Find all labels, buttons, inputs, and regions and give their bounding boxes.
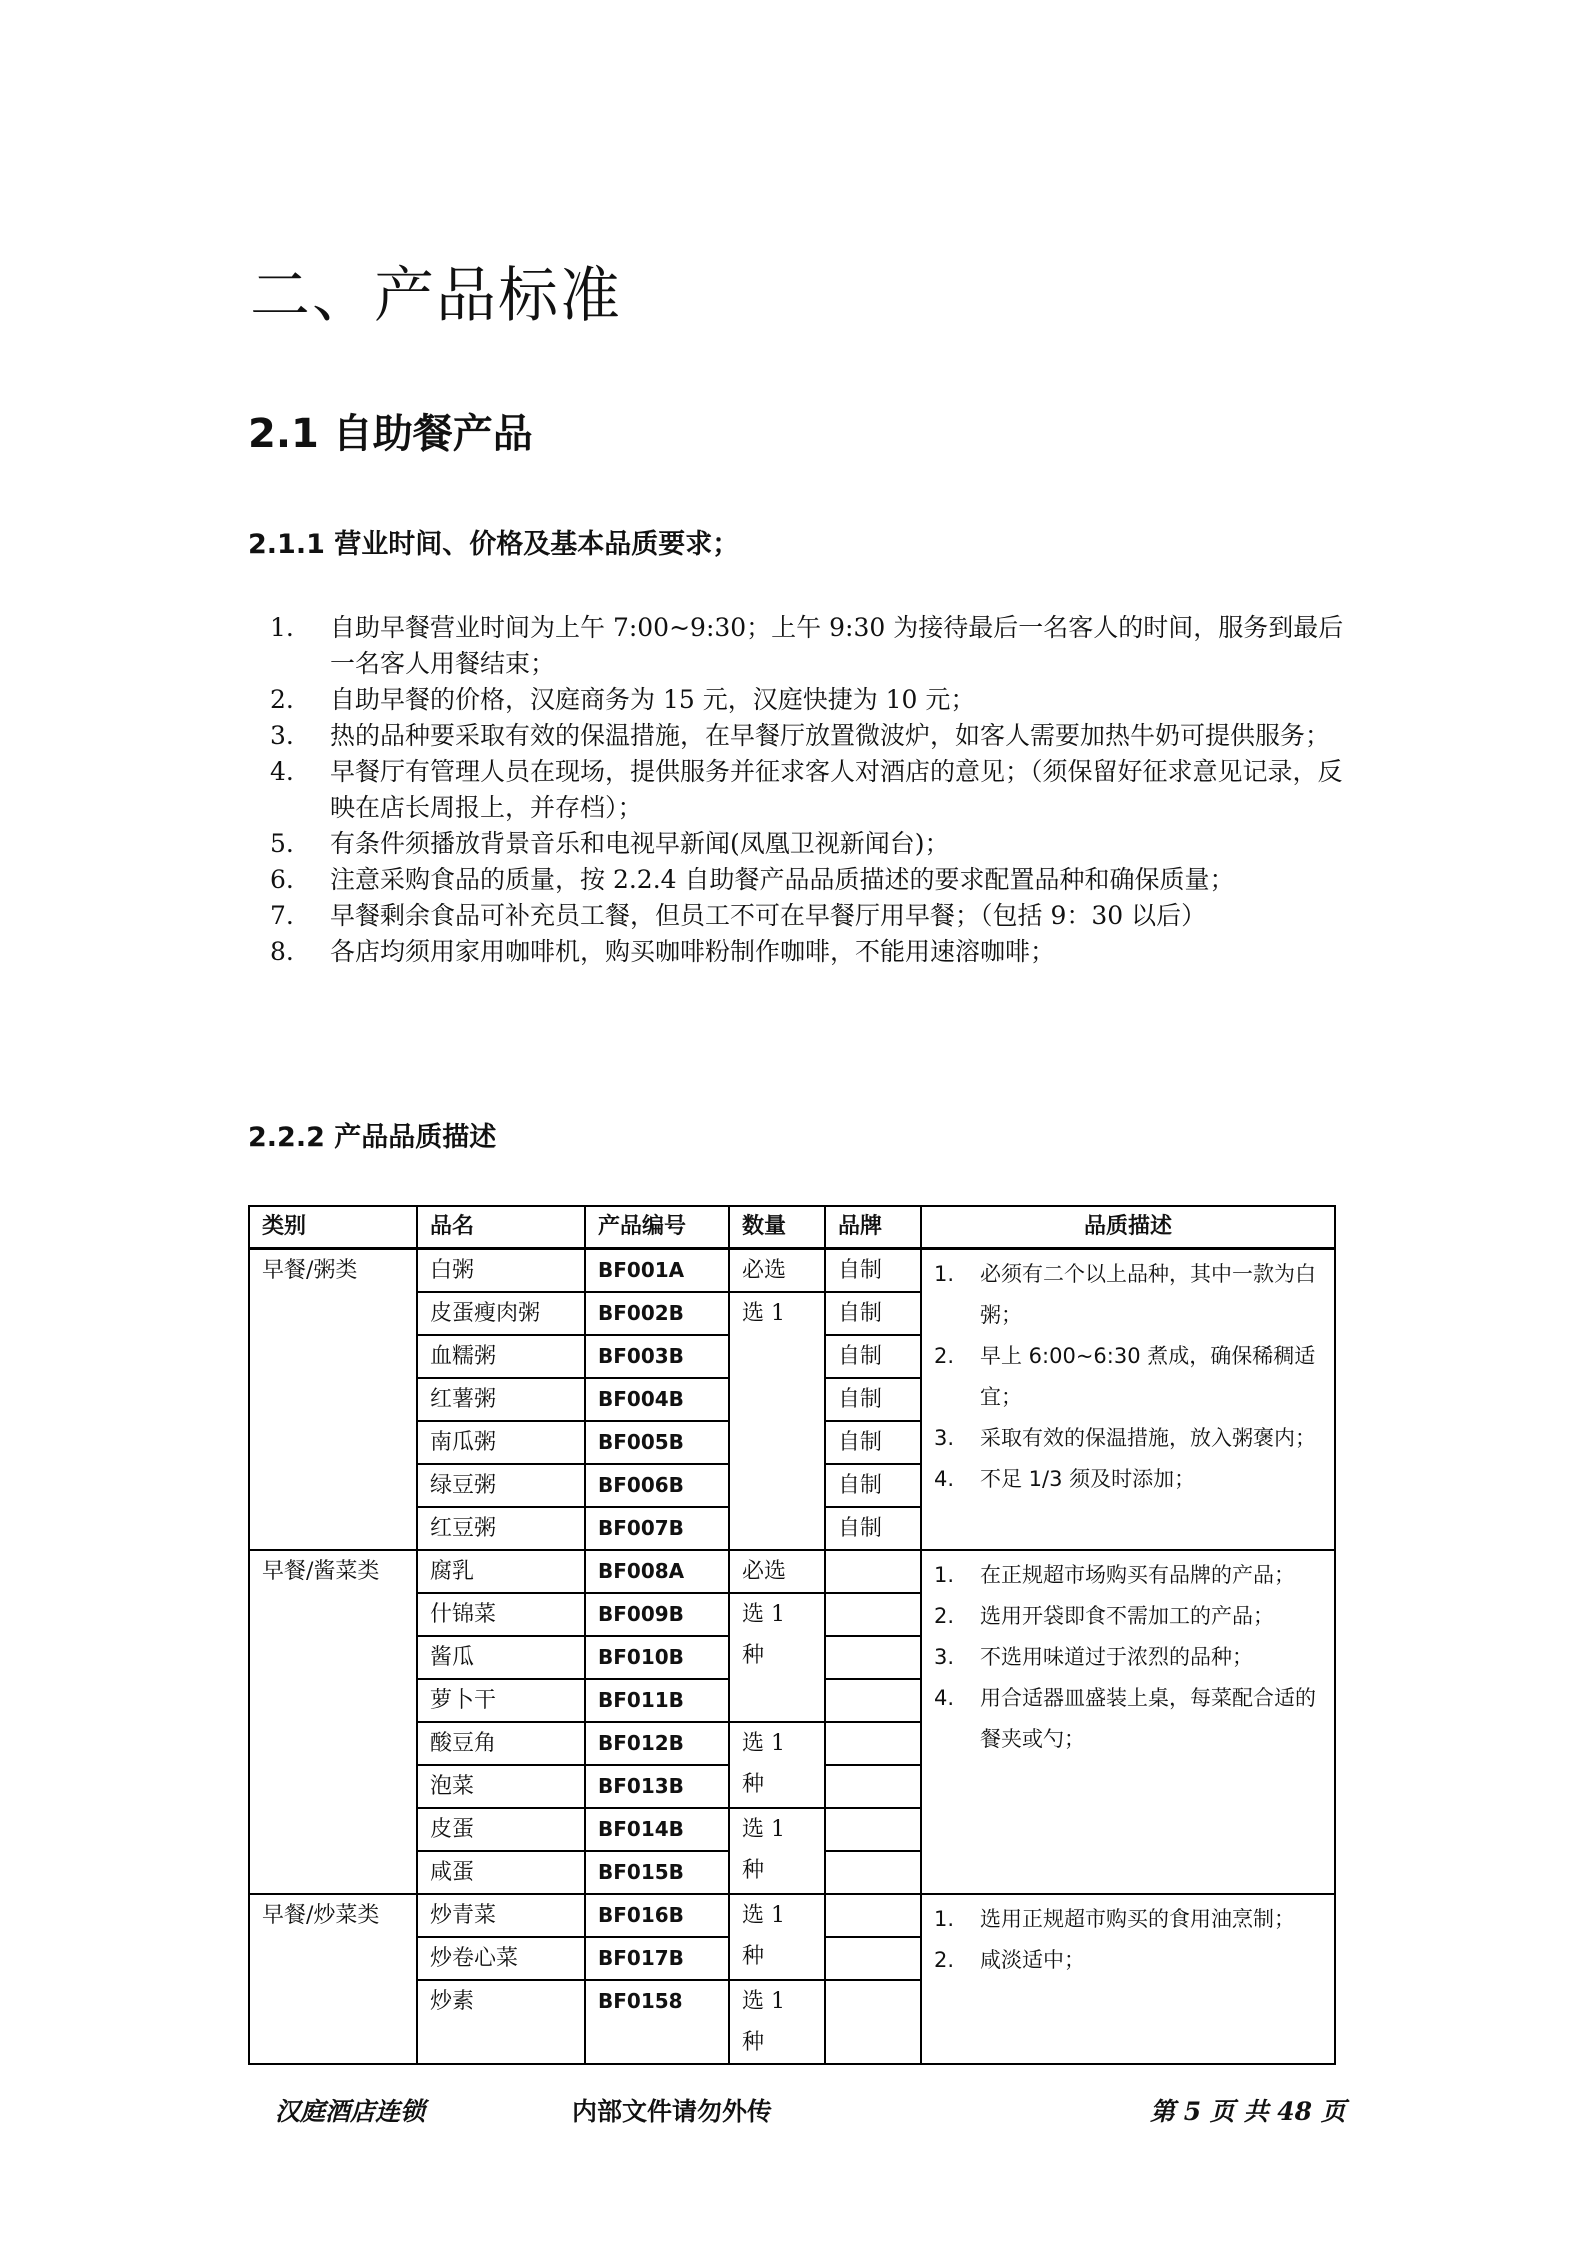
cell-code: BF0158 (585, 1980, 729, 2064)
cell-qty: 必选 (729, 1249, 825, 1293)
header-code: 产品编号 (585, 1206, 729, 1249)
cell-code: BF007B (585, 1507, 729, 1550)
list-item: 3. 不选用味道过于浓烈的品种； (934, 1645, 1253, 1669)
list-item: 6. 注意采购食品的质量，按 2.2.4 自助餐产品品质描述的要求配置品种和确保质量； (270, 865, 1235, 894)
cell-quality-desc (921, 1249, 1335, 1551)
cell-code: BF014B (585, 1808, 729, 1851)
cell-name: 腐乳 (417, 1550, 585, 1593)
cell-code: BF005B (585, 1421, 729, 1464)
table-body (249, 1249, 1335, 2065)
list-item: 2. 选用开袋即食不需加工的产品； (934, 1604, 1274, 1628)
cell-code: BF004B (585, 1378, 729, 1421)
list-item: 8. 各店均须用家用咖啡机，购买咖啡粉制作咖啡，不能用速溶咖啡； (270, 937, 1056, 966)
cell-brand (825, 1765, 921, 1808)
cell-name: 血糯粥 (417, 1335, 585, 1378)
cell-name: 白粥 (417, 1249, 585, 1293)
cell-code: BF013B (585, 1765, 729, 1808)
cell-code: BF003B (585, 1335, 729, 1378)
cell-qty: 选 1 种 (729, 1722, 825, 1808)
cell-brand: 自制 (825, 1507, 921, 1550)
cell-brand (825, 1722, 921, 1765)
header-name: 品名 (417, 1206, 585, 1249)
cell-name: 红豆粥 (417, 1507, 585, 1550)
cell-code: BF012B (585, 1722, 729, 1765)
header-category: 类别 (249, 1206, 417, 1249)
list-item: 1. 选用正规超市购买的食用油烹制； (934, 1907, 1295, 1931)
list-item: 3. 采取有效的保温措施，放入粥褒内； (934, 1426, 1316, 1450)
cell-name: 酸豆角 (417, 1722, 585, 1765)
header-brand: 品牌 (825, 1206, 921, 1249)
list-item: 1. 在正规超市场购买有品牌的产品； (934, 1563, 1295, 1587)
list-item: 4. 早餐厅有管理人员在现场，提供服务并征求客人对酒店的意见；（须保留好征求意见记录，反映在店长周报上，并存档）； (270, 757, 1343, 822)
cell-name: 绿豆粥 (417, 1464, 585, 1507)
section-title: 2.1 自助餐产品 (248, 411, 533, 457)
cell-name: 萝卜干 (417, 1679, 585, 1722)
cell-brand: 自制 (825, 1464, 921, 1507)
header-desc: 品质描述 (921, 1206, 1335, 1249)
list-item: 4. 用合适器皿盛装上桌，每菜配合适的餐夹或勺； (934, 1686, 1316, 1751)
cell-code: BF002B (585, 1292, 729, 1335)
list-item: 5. 有条件须播放背景音乐和电视早新闻(凤凰卫视新闻台)； (270, 829, 950, 858)
cell-code: BF016B (585, 1894, 729, 1937)
cell-brand: 自制 (825, 1378, 921, 1421)
cell-brand (825, 1636, 921, 1679)
quality-desc-list (934, 1254, 1328, 1500)
cell-code: BF001A (585, 1249, 729, 1293)
cell-name: 炒素 (417, 1980, 585, 2064)
cell-name: 酱瓜 (417, 1636, 585, 1679)
cell-qty: 选 1 种 (729, 1808, 825, 1894)
header-qty: 数量 (729, 1206, 825, 1249)
cell-code: BF009B (585, 1593, 729, 1636)
quality-desc-list (934, 1555, 1328, 1760)
cell-brand (825, 1894, 921, 1937)
cell-brand: 自制 (825, 1292, 921, 1335)
list-item: 4. 不足 1/3 须及时添加； (934, 1467, 1196, 1491)
cell-name: 什锦菜 (417, 1593, 585, 1636)
cell-code: BF008A (585, 1550, 729, 1593)
cell-brand (825, 1679, 921, 1722)
list-item: 3. 热的品种要采取有效的保温措施，在早餐厅放置微波炉，如客人需要加热牛奶可提供服务； (270, 721, 1331, 750)
subsection-title-hours: 2.1.1 营业时间、价格及基本品质要求； (248, 529, 740, 560)
cell-qty: 选 1 种 (729, 1593, 825, 1722)
chapter-title: 二、产品标准 (250, 261, 622, 331)
list-item: 2. 咸淡适中； (934, 1948, 1085, 1972)
cell-code: BF006B (585, 1464, 729, 1507)
cell-name: 红薯粥 (417, 1378, 585, 1421)
list-item: 1. 必须有二个以上品种，其中一款为白粥； (934, 1262, 1316, 1327)
cell-brand (825, 1980, 921, 2064)
cell-name: 皮蛋瘦肉粥 (417, 1292, 585, 1335)
list-item: 7. 早餐剩余食品可补充员工餐，但员工不可在早餐厅用早餐；（包括 9：30 以后） (270, 901, 1207, 930)
product-quality-table (248, 1205, 1336, 2065)
cell-name: 皮蛋 (417, 1808, 585, 1851)
list-item: 1. 自助早餐营业时间为上午 7:00~9:30；上午 9:30 为接待最后一名客人的时间，服务到最后一名客人用餐结束； (270, 613, 1344, 678)
cell-qty: 选 1 种 (729, 1980, 825, 2064)
cell-name: 炒青菜 (417, 1894, 585, 1937)
cell-code: BF017B (585, 1937, 729, 1980)
cell-brand (825, 1593, 921, 1636)
cell-name: 泡菜 (417, 1765, 585, 1808)
quality-desc-list (934, 1899, 1328, 1981)
cell-category: 早餐/粥类 (249, 1249, 417, 1551)
cell-brand (825, 1937, 921, 1980)
cell-quality-desc (921, 1550, 1335, 1894)
cell-brand: 自制 (825, 1421, 921, 1464)
table-row (249, 1550, 1335, 1593)
cell-brand (825, 1808, 921, 1851)
cell-name: 炒卷心菜 (417, 1937, 585, 1980)
cell-category: 早餐/炒菜类 (249, 1894, 417, 2064)
list-item: 2. 自助早餐的价格，汉庭商务为 15 元，汉庭快捷为 10 元； (270, 685, 976, 714)
cell-code: BF010B (585, 1636, 729, 1679)
cell-brand: 自制 (825, 1249, 921, 1293)
requirements-list (265, 610, 1355, 970)
table-row (249, 1894, 1335, 1937)
cell-brand: 自制 (825, 1335, 921, 1378)
cell-category: 早餐/酱菜类 (249, 1550, 417, 1894)
cell-qty: 必选 (729, 1550, 825, 1593)
footer-page-number: 第 5 页 共 48 页 (1150, 2097, 1346, 2126)
cell-quality-desc (921, 1894, 1335, 2064)
footer-confidential: 内部文件请勿外传 (572, 2097, 773, 2126)
cell-code: BF015B (585, 1851, 729, 1894)
cell-qty: 选 1 种 (729, 1894, 825, 1980)
cell-brand (825, 1550, 921, 1593)
footer-company: 汉庭酒店连锁 (275, 2097, 426, 2126)
table-header-row (249, 1206, 1335, 1249)
cell-brand (825, 1851, 921, 1894)
cell-name: 南瓜粥 (417, 1421, 585, 1464)
cell-name: 咸蛋 (417, 1851, 585, 1894)
cell-qty: 选 1 (729, 1292, 825, 1550)
cell-code: BF011B (585, 1679, 729, 1722)
subsection-title-quality: 2.2.2 产品品质描述 (248, 1122, 497, 1153)
table-row (249, 1249, 1335, 1293)
list-item: 2. 早上 6:00~6:30 煮成，确保稀稠适宜； (934, 1344, 1316, 1409)
